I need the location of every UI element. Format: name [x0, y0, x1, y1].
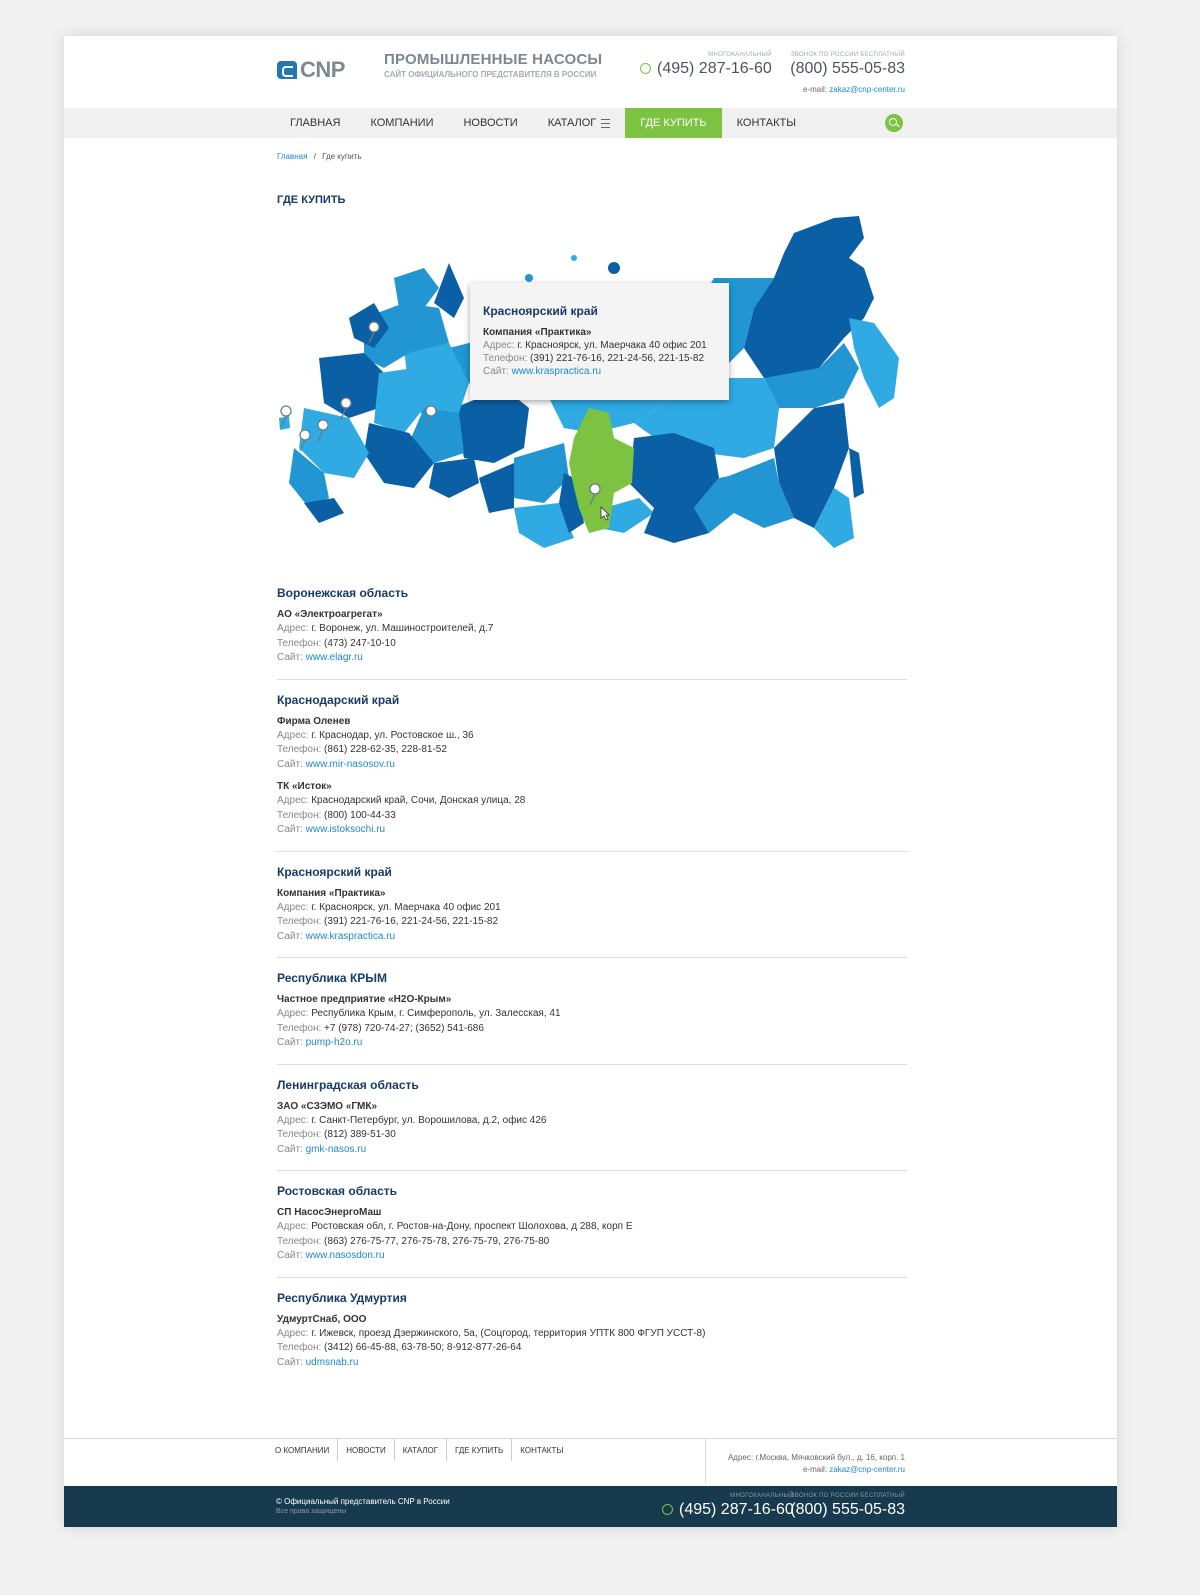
- footer-bottom: [64, 1486, 1117, 1527]
- company-name: Фирма Оленев: [277, 715, 351, 727]
- company-site-link[interactable]: udmsnab.ru: [305, 1356, 359, 1368]
- site-title-main: ПРОМЫШЛЕННЫЕ НАСОСЫ: [384, 51, 603, 68]
- region-block: [277, 1184, 907, 1278]
- page: [64, 36, 1117, 1527]
- map-region-far-east[interactable]: [744, 216, 874, 383]
- nav-news[interactable]: НОВОСТИ: [463, 117, 518, 129]
- company-entry: [277, 1314, 907, 1371]
- footer-divider: [705, 1439, 706, 1484]
- site-title: [384, 51, 602, 79]
- company-name: УдмуртСнаб, ООО: [277, 1313, 367, 1325]
- company-site-link[interactable]: www.elagr.ru: [305, 652, 363, 663]
- footer-address: Адрес: г.Москва, Мячковский бул., д. 16, корп. 1 e-mail: zakaz@cnp-center.ru: [727, 1453, 905, 1474]
- copyright: © Официальный представитель CNP в России Все права защищены: [276, 1497, 450, 1515]
- region-name: Ленинградская область: [277, 1077, 419, 1092]
- company-address: Адрес: г. Санкт-Петербург, ул. Ворошилова, д.2, офис 426: [277, 1114, 547, 1126]
- nav-contacts[interactable]: КОНТАКТЫ: [736, 117, 796, 129]
- company-name: СП НасосЭнергоМаш: [277, 1207, 382, 1218]
- company-site-link[interactable]: www.nasosdon.ru: [305, 1250, 385, 1261]
- dealer-list: [277, 586, 907, 1396]
- company-site: Сайт: www.nasosdon.ru: [277, 1250, 385, 1261]
- footer-link-news[interactable]: НОВОСТИ: [338, 1439, 394, 1461]
- company-phone: Телефон: (800) 100-44-33: [277, 809, 396, 821]
- company-phone: Телефон: (861) 228-62-35, 228-81-52: [277, 744, 447, 755]
- region-block: [277, 586, 907, 680]
- footer-top: [64, 1438, 1117, 1484]
- footer-link-where-to-buy[interactable]: ГДЕ КУПИТЬ: [447, 1439, 512, 1461]
- map-region-chelyabinsk[interactable]: [429, 458, 479, 498]
- phone-icon: [640, 63, 651, 74]
- company-site-link[interactable]: www.kraspractica.ru: [305, 930, 396, 942]
- map-region-murmansk[interactable]: [394, 268, 439, 308]
- company-site: Сайт: www.istoksochi.ru: [277, 824, 386, 835]
- nav-home[interactable]: ГЛАВНАЯ: [290, 117, 341, 129]
- company-entry: [277, 888, 907, 945]
- tooltip-address: Адрес: г. Красноярск, ул. Маерчака 40 офис 201: [483, 340, 707, 351]
- logo[interactable]: [277, 57, 345, 83]
- breadcrumb-home[interactable]: Главная: [277, 152, 308, 161]
- region-name: Воронежская область: [277, 586, 409, 600]
- company-site-link[interactable]: www.mir-nasosov.ru: [305, 758, 395, 770]
- company-entry: [277, 609, 907, 666]
- footer-phone1-number[interactable]: (495) 287-16-60: [679, 1501, 794, 1518]
- company-phone: Телефон: (391) 221-76-16, 221-24-56, 221-15-82: [277, 916, 499, 927]
- nav-where-to-buy[interactable]: ГДЕ КУПИТЬ: [625, 108, 721, 138]
- tooltip-phone: Телефон: (391) 221-76-16, 221-24-56, 221-15-82: [483, 353, 705, 364]
- region-block: [277, 971, 907, 1065]
- company-site: Сайт: pump-h2o.ru: [277, 1037, 363, 1048]
- header-phone-1: [640, 52, 772, 78]
- company-name: Частное предприятие «Н2О-Крым»: [277, 994, 452, 1005]
- header-email: e-mail: zakaz@cnp-center.ru: [803, 85, 905, 94]
- region-block: [277, 1291, 907, 1384]
- region-block: [277, 865, 907, 959]
- company-site: Сайт: gmk-nasos.ru: [277, 1143, 367, 1155]
- company-site-link[interactable]: www.istoksochi.ru: [305, 824, 386, 835]
- company-entry: [277, 716, 907, 773]
- company-address: Адрес: г. Ижевск, проезд Дзержинского, 5а, (Соцгород, территория УПТК 800 ФГУП УССТ-8): [277, 1327, 706, 1339]
- map-region-kamchatka[interactable]: [849, 318, 899, 408]
- main-nav: [64, 108, 1117, 138]
- breadcrumb-current: Где купить: [322, 152, 362, 161]
- company-site: Сайт: www.mir-nasosov.ru: [277, 758, 395, 770]
- phone1-number[interactable]: (495) 287-16-60: [657, 60, 772, 77]
- phone2-number[interactable]: (800) 555-05-83: [790, 60, 905, 77]
- map-region-sakhalin[interactable]: [849, 448, 864, 498]
- phone2-caption: ЗВОНОК ПО РОССИИ БЕСПЛАТНЫЙ: [790, 52, 905, 58]
- nav-companies[interactable]: КОМПАНИИ: [370, 117, 434, 129]
- company-phone: Телефон: +7 (978) 720-74-27; (3652) 541-686: [277, 1022, 484, 1034]
- cnp-logo-icon: [277, 61, 297, 79]
- company-address: Адрес: Ростовская обл, г. Ростов-на-Дону, проспект Шолохова, д 288, корп Е: [277, 1221, 633, 1232]
- footer-phone-2: ЗВОНОК ПО РОССИИ БЕСПЛАТНЫЙ (800) 555-05-83: [790, 1493, 905, 1518]
- tooltip-site: Сайт: www.kraspractica.ru: [483, 366, 602, 377]
- company-entry: [277, 1101, 907, 1158]
- company-site: Сайт: udmsnab.ru: [277, 1356, 359, 1368]
- phone-icon: [662, 1504, 673, 1515]
- region-name: Ростовская область: [277, 1184, 398, 1198]
- company-site: Сайт: www.elagr.ru: [277, 652, 363, 663]
- company-phone: Телефон: (863) 276-75-77, 276-75-78, 276-75-79, 276-75-80: [277, 1235, 550, 1247]
- footer-link-contacts[interactable]: КОНТАКТЫ: [520, 1446, 564, 1455]
- company-name: Компания «Практика»: [277, 887, 386, 899]
- company-site-link[interactable]: gmk-nasos.ru: [305, 1143, 367, 1155]
- company-entry: [277, 994, 907, 1051]
- company-site-link[interactable]: pump-h2o.ru: [305, 1037, 363, 1048]
- company-name: АО «Электроагрегат»: [277, 609, 383, 620]
- site-title-sub: САЙТ ОФИЦИАЛЬНОГО ПРЕДСТАВИТЕЛЯ В РОССИИ: [384, 70, 597, 79]
- company-address: Адрес: г. Краснодар, ул. Ростовское ш., 36: [277, 729, 474, 741]
- company-site: Сайт: www.kraspractica.ru: [277, 930, 396, 942]
- phone1-caption: МНОГОКАНАЛЬНЫЙ: [708, 52, 772, 58]
- region-block: [277, 1078, 907, 1172]
- map-tooltip: [470, 283, 729, 400]
- region-name: Республика Удмуртия: [277, 1290, 407, 1305]
- arctic-island-2: [525, 274, 533, 282]
- company-address: Адрес: г. Воронеж, ул. Машиностроителей, д.7: [277, 623, 494, 634]
- tooltip-company: Компания «Практика»: [483, 327, 592, 338]
- page-title: ГДЕ КУПИТЬ: [277, 194, 346, 206]
- search-icon[interactable]: [885, 114, 903, 132]
- tooltip-site-link[interactable]: www.kraspractica.ru: [511, 366, 602, 377]
- company-name: ТК «Исток»: [277, 781, 332, 792]
- breadcrumb: Главная / Где купить: [277, 152, 362, 161]
- arctic-island-3: [571, 255, 577, 261]
- company-name: ЗАО «СЗЭМО «ГМК»: [277, 1100, 378, 1112]
- company-phone: Телефон: (473) 247-10-10: [277, 637, 396, 649]
- arctic-island-1: [608, 262, 620, 274]
- company-entry: [277, 1207, 907, 1264]
- footer-email-link[interactable]: zakaz@cnp-center.ru: [829, 1465, 905, 1474]
- footer-phone-1: МНОГОКАНАЛЬНЫЙ (495) 287-16-60: [662, 1493, 794, 1519]
- region-name: Краснодарский край: [277, 692, 400, 707]
- nav-catalog[interactable]: КАТАЛОГ: [533, 108, 626, 138]
- map-region-novosibirsk[interactable]: [479, 463, 514, 513]
- region-name: Республика КРЫМ: [277, 971, 388, 985]
- footer-link-about[interactable]: О КОМПАНИИ: [275, 1439, 338, 1461]
- company-address: Адрес: Краснодарский край, Сочи, Донская улица, 28: [277, 795, 526, 806]
- company-entry: [277, 781, 907, 838]
- tooltip-region: Красноярский край: [483, 304, 598, 318]
- company-address: Адрес: Республика Крым, г. Симферополь, ул. Залесская, 41: [277, 1008, 561, 1019]
- company-phone: Телефон: (3412) 66-45-88, 63-78-50; 8-912-877-26-64: [277, 1342, 522, 1353]
- footer-link-catalog[interactable]: КАТАЛОГ: [395, 1439, 447, 1461]
- region-block: [277, 693, 907, 852]
- menu-icon: [601, 119, 610, 128]
- header-email-link[interactable]: zakaz@cnp-center.ru: [829, 85, 905, 94]
- header-phone-2: [790, 52, 905, 78]
- logo-text: CNP: [300, 57, 345, 82]
- region-name: Красноярский край: [277, 864, 392, 879]
- company-address: Адрес: г. Красноярск, ул. Маерчака 40 офис 201: [277, 901, 501, 913]
- footer-phone2-number[interactable]: (800) 555-05-83: [790, 1501, 905, 1518]
- company-phone: Телефон: (812) 389-51-30: [277, 1129, 396, 1140]
